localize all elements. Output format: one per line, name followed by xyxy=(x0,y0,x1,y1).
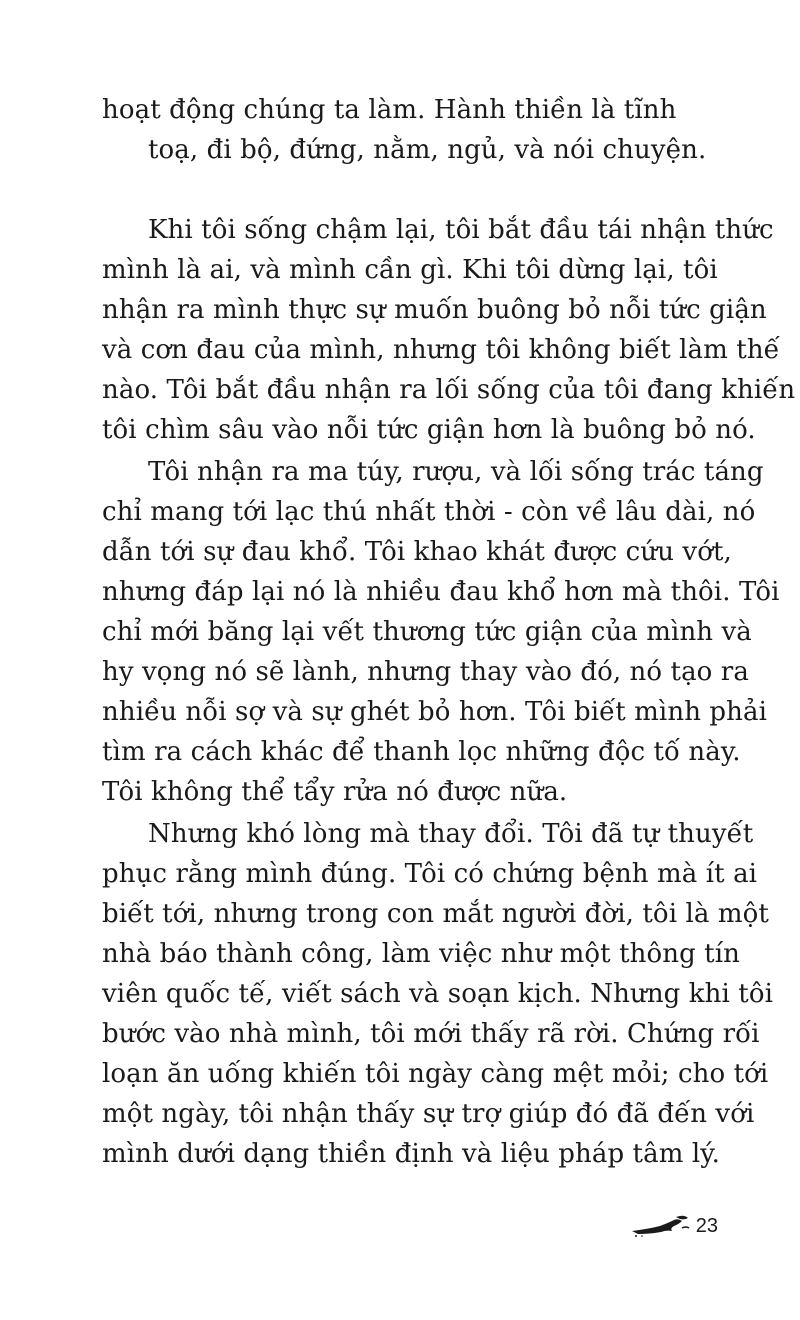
text-line: tôi chìm sâu vào nỗi tức giận hơn là buông bỏ nó. xyxy=(102,415,756,445)
text-line: bước vào nhà mình, tôi mới thấy rã rời. Chứng rối xyxy=(102,1019,760,1049)
text-line: mình là ai, và mình cần gì. Khi tôi dừng lại, tôi xyxy=(102,255,718,285)
text-line: loạn ăn uống khiến tôi ngày càng mệt mỏi; cho tới xyxy=(102,1059,769,1089)
brush-stroke-ornament-icon xyxy=(630,1214,692,1238)
text-line: Khi tôi sống chậm lại, tôi bắt đầu tái nhận thức xyxy=(148,215,774,245)
text-line: và cơn đau của mình, nhưng tôi không biết làm thế xyxy=(102,335,780,365)
text-line: nào. Tôi bắt đầu nhận ra lối sống của tôi đang khiến xyxy=(102,375,796,405)
text-line: hy vọng nó sẽ lành, nhưng thay vào đó, nó tạo ra xyxy=(102,657,749,687)
text-line: một ngày, tôi nhận thấy sự trợ giúp đó đã đến với xyxy=(102,1099,755,1129)
text-line: tìm ra cách khác để thanh lọc những độc tố này. xyxy=(102,737,741,767)
text-line: nhiều nỗi sợ và sự ghét bỏ hơn. Tôi biết mình phải xyxy=(102,697,768,727)
text-line: Tôi nhận ra ma túy, rượu, và lối sống trác táng xyxy=(148,457,764,487)
text-line: chỉ mang tới lạc thú nhất thời - còn về lâu dài, nó xyxy=(102,497,756,527)
text-line: viên quốc tế, viết sách và soạn kịch. Nhưng khi tôi xyxy=(102,979,773,1009)
text-line: dẫn tới sự đau khổ. Tôi khao khát được cứu vớt, xyxy=(102,537,732,567)
text-line: hoạt động chúng ta làm. Hành thiền là tĩnh xyxy=(102,95,677,125)
page-footer xyxy=(630,1214,718,1238)
text-line: phục rằng mình đúng. Tôi có chứng bệnh mà ít ai xyxy=(102,859,758,889)
text-line: toạ, đi bộ, đứng, nằm, ngủ, và nói chuyện. xyxy=(148,135,707,165)
text-line: Nhưng khó lòng mà thay đổi. Tôi đã tự thuyết xyxy=(148,819,754,849)
text-line: mình dưới dạng thiền định và liệu pháp tâm lý. xyxy=(102,1139,720,1169)
text-line: nhà báo thành công, làm việc như một thông tín xyxy=(102,939,740,969)
text-line: chỉ mới băng lại vết thương tức giận của mình và xyxy=(102,617,752,647)
text-line: nhưng đáp lại nó là nhiều đau khổ hơn mà thôi. Tôi xyxy=(102,577,780,607)
text-line: biết tới, nhưng trong con mắt người đời, tôi là một xyxy=(102,899,769,929)
text-line: Tôi không thể tẩy rửa nó được nữa. xyxy=(102,777,568,807)
page-number: 23 xyxy=(695,1214,718,1237)
text-line: nhận ra mình thực sự muốn buông bỏ nỗi tức giận xyxy=(102,295,767,325)
